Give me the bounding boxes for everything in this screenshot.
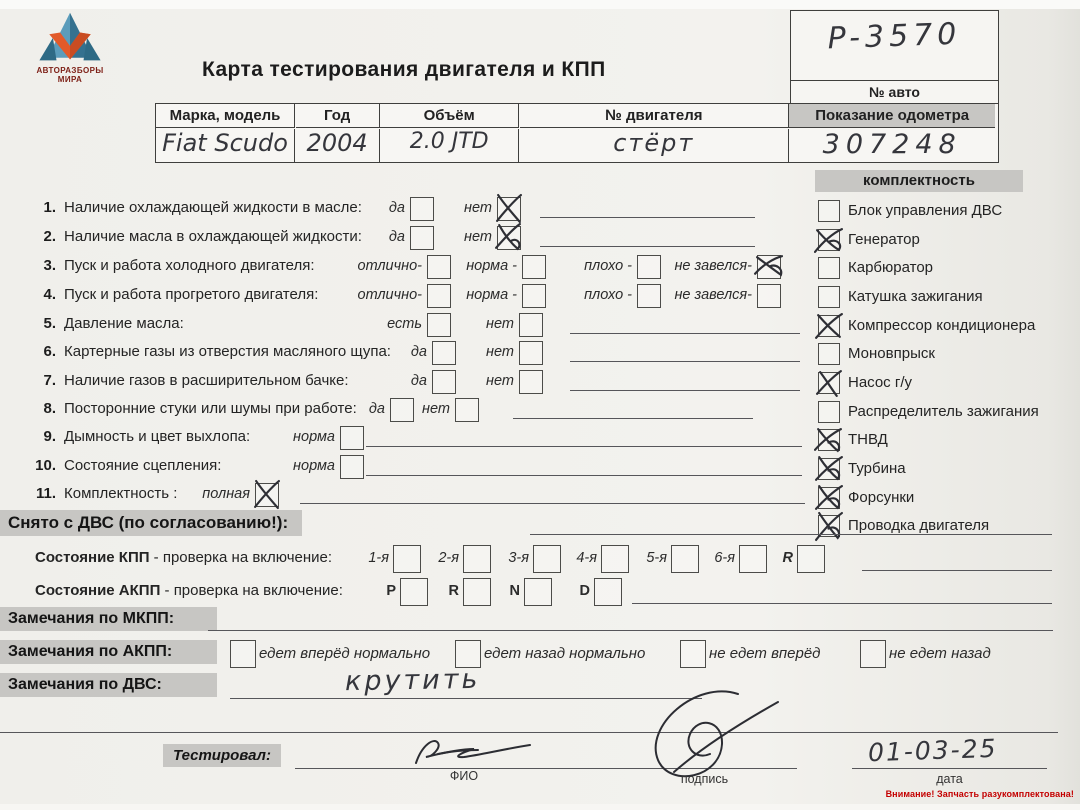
checkbox[interactable] bbox=[757, 255, 781, 279]
question-label: Наличие газов в расширительном бачке: bbox=[64, 372, 349, 389]
akpp-remark-option: не едет вперёд bbox=[709, 645, 821, 662]
checkbox[interactable] bbox=[400, 578, 428, 606]
question-number: 11. bbox=[35, 485, 56, 502]
gear-label: 4-я bbox=[576, 550, 597, 566]
equipment-label: Блок управления ДВС bbox=[848, 202, 1003, 219]
checkbox[interactable] bbox=[519, 341, 543, 365]
write-line[interactable] bbox=[366, 455, 802, 476]
checkbox[interactable] bbox=[818, 372, 840, 394]
write-line[interactable] bbox=[570, 370, 800, 391]
checkbox[interactable] bbox=[818, 229, 840, 251]
checkbox[interactable] bbox=[637, 284, 661, 308]
checkbox[interactable] bbox=[757, 284, 781, 308]
checkbox[interactable] bbox=[390, 398, 414, 422]
checkbox[interactable] bbox=[463, 545, 491, 573]
checkbox[interactable] bbox=[637, 255, 661, 279]
gear-label: 5-я bbox=[646, 550, 667, 566]
option-label: нет bbox=[464, 200, 492, 216]
gear-label: N bbox=[509, 583, 520, 599]
company-logo bbox=[22, 8, 118, 84]
checkbox[interactable] bbox=[860, 640, 886, 668]
odometer-value: 307248 bbox=[822, 128, 962, 160]
warning-text: Внимание! Запчасть разукомплектована! bbox=[885, 789, 1074, 799]
equipment-label: Форсунки bbox=[848, 489, 915, 506]
question-label: Давление масла: bbox=[64, 315, 184, 332]
question-number: 2. bbox=[43, 228, 56, 245]
question-row bbox=[0, 455, 1080, 479]
equipment-label: Карбюратор bbox=[848, 259, 934, 276]
question-row bbox=[0, 426, 1080, 450]
checkbox[interactable] bbox=[519, 370, 543, 394]
checkbox[interactable] bbox=[818, 429, 840, 451]
write-line[interactable] bbox=[366, 426, 802, 447]
x-mark-icon bbox=[814, 310, 845, 343]
signature-label: подпись bbox=[680, 772, 729, 786]
x-mark-icon bbox=[814, 224, 845, 257]
col-header-make: Марка, модель bbox=[156, 104, 295, 128]
gear-label: R bbox=[782, 550, 793, 566]
checkbox[interactable] bbox=[427, 255, 451, 279]
option-label: не завелся- bbox=[674, 258, 752, 274]
checkbox[interactable] bbox=[519, 313, 543, 337]
checkbox[interactable] bbox=[818, 458, 840, 480]
question-number: 10. bbox=[35, 457, 56, 474]
checkbox[interactable] bbox=[497, 226, 521, 250]
col-header-odometer: Показание одометра bbox=[789, 104, 995, 128]
equipment-label: Турбина bbox=[848, 460, 906, 477]
engine-no-value: стёрт bbox=[613, 128, 695, 157]
question-number: 4. bbox=[43, 286, 56, 303]
question-label: Пуск и работа холодного двигателя: bbox=[64, 257, 315, 274]
divider-line bbox=[0, 712, 1058, 733]
write-line[interactable] bbox=[300, 483, 805, 504]
write-line[interactable] bbox=[530, 514, 1052, 535]
checkbox[interactable] bbox=[797, 545, 825, 573]
akpp-remark-option: не едет назад bbox=[889, 645, 991, 662]
gear-label: 2-я bbox=[438, 550, 459, 566]
question-row bbox=[0, 370, 1080, 394]
col-header-year: Год bbox=[296, 104, 380, 128]
equipment-label: Распределитель зажигания bbox=[848, 403, 1039, 420]
checkbox[interactable] bbox=[818, 343, 840, 365]
checkbox[interactable] bbox=[393, 545, 421, 573]
option-label: нет bbox=[486, 373, 514, 389]
checkbox[interactable] bbox=[818, 200, 840, 222]
checkbox[interactable] bbox=[463, 578, 491, 606]
question-number: 5. bbox=[43, 315, 56, 332]
option-label: норма bbox=[293, 429, 335, 445]
write-line[interactable] bbox=[513, 398, 753, 419]
x-mark-icon bbox=[814, 367, 845, 400]
checkbox[interactable] bbox=[432, 341, 456, 365]
question-label: Наличие масла в охлаждающей жидкости: bbox=[64, 228, 362, 245]
checkbox[interactable] bbox=[455, 398, 479, 422]
make-value: Fiat Scudo bbox=[162, 128, 288, 157]
checkbox[interactable] bbox=[818, 315, 840, 337]
akpp-label-bold: Состояние АКПП bbox=[35, 582, 161, 599]
write-line[interactable] bbox=[208, 610, 1053, 631]
section-removed-from-engine: Снято с ДВС (по согласованию!): bbox=[0, 510, 302, 536]
cell-year bbox=[296, 129, 380, 162]
vehicle-header-table bbox=[155, 103, 999, 163]
x-mark-icon bbox=[753, 250, 784, 283]
tester-name-signature bbox=[408, 733, 558, 771]
date-value: 01-03-25 bbox=[867, 733, 998, 768]
checkbox[interactable] bbox=[680, 640, 706, 668]
question-label: Состояние сцепления: bbox=[64, 457, 222, 474]
question-row bbox=[0, 483, 1080, 507]
equipment-label: Проводка двигателя bbox=[848, 517, 990, 534]
checkbox[interactable] bbox=[818, 286, 840, 308]
write-line[interactable] bbox=[570, 341, 800, 362]
checkbox[interactable] bbox=[410, 197, 434, 221]
checkbox[interactable] bbox=[255, 483, 279, 507]
checkbox[interactable] bbox=[818, 401, 840, 423]
date-label: дата bbox=[936, 772, 963, 786]
question-label: Картерные газы из отверстия масляного щупа: bbox=[64, 343, 391, 360]
cell-volume bbox=[380, 129, 519, 162]
gear-label: 3-я bbox=[508, 550, 529, 566]
equipment-label: Насос г/у bbox=[848, 374, 912, 391]
akpp-check-row bbox=[35, 578, 343, 604]
section-akpp-remarks: Замечания по АКПП: bbox=[0, 640, 217, 664]
question-number: 7. bbox=[43, 372, 56, 389]
question-label: Пуск и работа прогретого двигателя: bbox=[64, 286, 319, 303]
checkbox[interactable] bbox=[818, 487, 840, 509]
logo-text-line1: АВТОРАЗБОРЫ bbox=[36, 66, 104, 75]
checkbox[interactable] bbox=[340, 455, 364, 479]
question-label: Комплектность : bbox=[64, 485, 178, 502]
option-label: нет bbox=[422, 401, 450, 417]
write-line[interactable] bbox=[632, 583, 1052, 604]
gear-label: 1-я bbox=[368, 550, 389, 566]
cell-engine-no bbox=[520, 129, 789, 162]
checkbox[interactable] bbox=[524, 578, 552, 606]
question-number: 1. bbox=[43, 199, 56, 216]
car-number-box bbox=[790, 10, 999, 104]
checkbox[interactable] bbox=[671, 545, 699, 573]
option-label: полная bbox=[202, 486, 250, 502]
equipment-label: ТНВД bbox=[848, 431, 888, 448]
option-label: да bbox=[410, 344, 427, 360]
volume-value: 2.0 JTD bbox=[409, 128, 489, 154]
question-number: 9. bbox=[43, 428, 56, 445]
checkbox[interactable] bbox=[410, 226, 434, 250]
gear-label: R bbox=[448, 583, 459, 599]
option-label: норма bbox=[293, 458, 335, 474]
checkbox[interactable] bbox=[432, 370, 456, 394]
year-value: 2004 bbox=[306, 128, 368, 157]
option-label: плохо - bbox=[584, 287, 632, 303]
option-label: да bbox=[368, 401, 385, 417]
question-number: 6. bbox=[43, 343, 56, 360]
checkbox[interactable] bbox=[522, 255, 546, 279]
question-label: Дымность и цвет выхлопа: bbox=[64, 428, 251, 445]
checkbox[interactable] bbox=[522, 284, 546, 308]
checkbox[interactable] bbox=[427, 313, 451, 337]
section-mkpp-remarks: Замечания по МКПП: bbox=[0, 607, 217, 631]
gear-label: D bbox=[579, 583, 590, 599]
option-label: нет bbox=[486, 316, 514, 332]
equipment-label: Компрессор кондиционера bbox=[848, 317, 1036, 334]
logo-text-line2: МИРА bbox=[57, 75, 83, 84]
write-line[interactable] bbox=[540, 226, 755, 247]
kpp-label-bold: Состояние КПП bbox=[35, 549, 150, 566]
checkbox[interactable] bbox=[230, 640, 256, 668]
x-mark-icon bbox=[493, 221, 524, 254]
car-number-label: № авто bbox=[791, 80, 998, 103]
checkbox[interactable] bbox=[497, 197, 521, 221]
tested-by-label: Тестировал: bbox=[163, 744, 281, 767]
checkbox[interactable] bbox=[427, 284, 451, 308]
car-number-value: P-3570 bbox=[827, 16, 962, 57]
col-header-engine-no: № двигателя bbox=[520, 104, 789, 128]
option-label: отлично- bbox=[357, 287, 422, 303]
checkbox[interactable] bbox=[818, 257, 840, 279]
write-line[interactable] bbox=[570, 313, 800, 334]
option-label: норма - bbox=[466, 258, 517, 274]
question-label: Посторонние стуки или шумы при работе: bbox=[64, 400, 357, 417]
equipment-label: Генератор bbox=[848, 231, 920, 248]
option-label: да bbox=[410, 373, 427, 389]
logo-mountain-icon bbox=[34, 8, 106, 66]
fio-label: ФИО bbox=[449, 769, 479, 783]
checkbox[interactable] bbox=[594, 578, 622, 606]
gear-label: 6-я bbox=[714, 550, 735, 566]
option-label: да bbox=[388, 229, 405, 245]
checkbox[interactable] bbox=[533, 545, 561, 573]
checkbox[interactable] bbox=[739, 545, 767, 573]
akpp-label-rest: - проверка на включение: bbox=[160, 582, 343, 599]
write-line[interactable] bbox=[540, 197, 755, 218]
equipment-label: Моновпрыск bbox=[848, 345, 935, 362]
question-label: Наличие охлаждающей жидкости в масле: bbox=[64, 199, 362, 216]
option-label: не завелся- bbox=[674, 287, 752, 303]
option-label: отлично- bbox=[357, 258, 422, 274]
page-title: Карта тестирования двигателя и КПП bbox=[202, 58, 606, 81]
question-number: 3. bbox=[43, 257, 56, 274]
section-dvs-remarks: Замечания по ДВС: bbox=[0, 673, 217, 697]
option-label: да bbox=[388, 200, 405, 216]
akpp-remark-option: едет назад нормально bbox=[484, 645, 646, 662]
equipment-label: Катушка зажигания bbox=[848, 288, 983, 305]
option-label: есть bbox=[387, 316, 422, 332]
option-label: норма - bbox=[466, 287, 517, 303]
akpp-remark-option: едет вперёд нормально bbox=[259, 645, 431, 662]
option-label: нет bbox=[464, 229, 492, 245]
checkbox[interactable] bbox=[340, 426, 364, 450]
equipment-header: комплектность bbox=[815, 170, 1023, 192]
dvs-remark-value: крутить bbox=[344, 663, 481, 698]
option-label: плохо - bbox=[584, 258, 632, 274]
gear-label: P bbox=[386, 583, 396, 599]
cell-make bbox=[156, 129, 295, 162]
kpp-check-row bbox=[35, 545, 332, 571]
option-label: нет bbox=[486, 344, 514, 360]
checkbox[interactable] bbox=[601, 545, 629, 573]
question-number: 8. bbox=[43, 400, 56, 417]
x-mark-icon bbox=[251, 478, 282, 511]
write-line[interactable] bbox=[862, 550, 1052, 571]
col-header-volume: Объём bbox=[380, 104, 519, 128]
cell-odometer bbox=[789, 129, 995, 162]
kpp-label-rest: - проверка на включение: bbox=[149, 549, 333, 566]
